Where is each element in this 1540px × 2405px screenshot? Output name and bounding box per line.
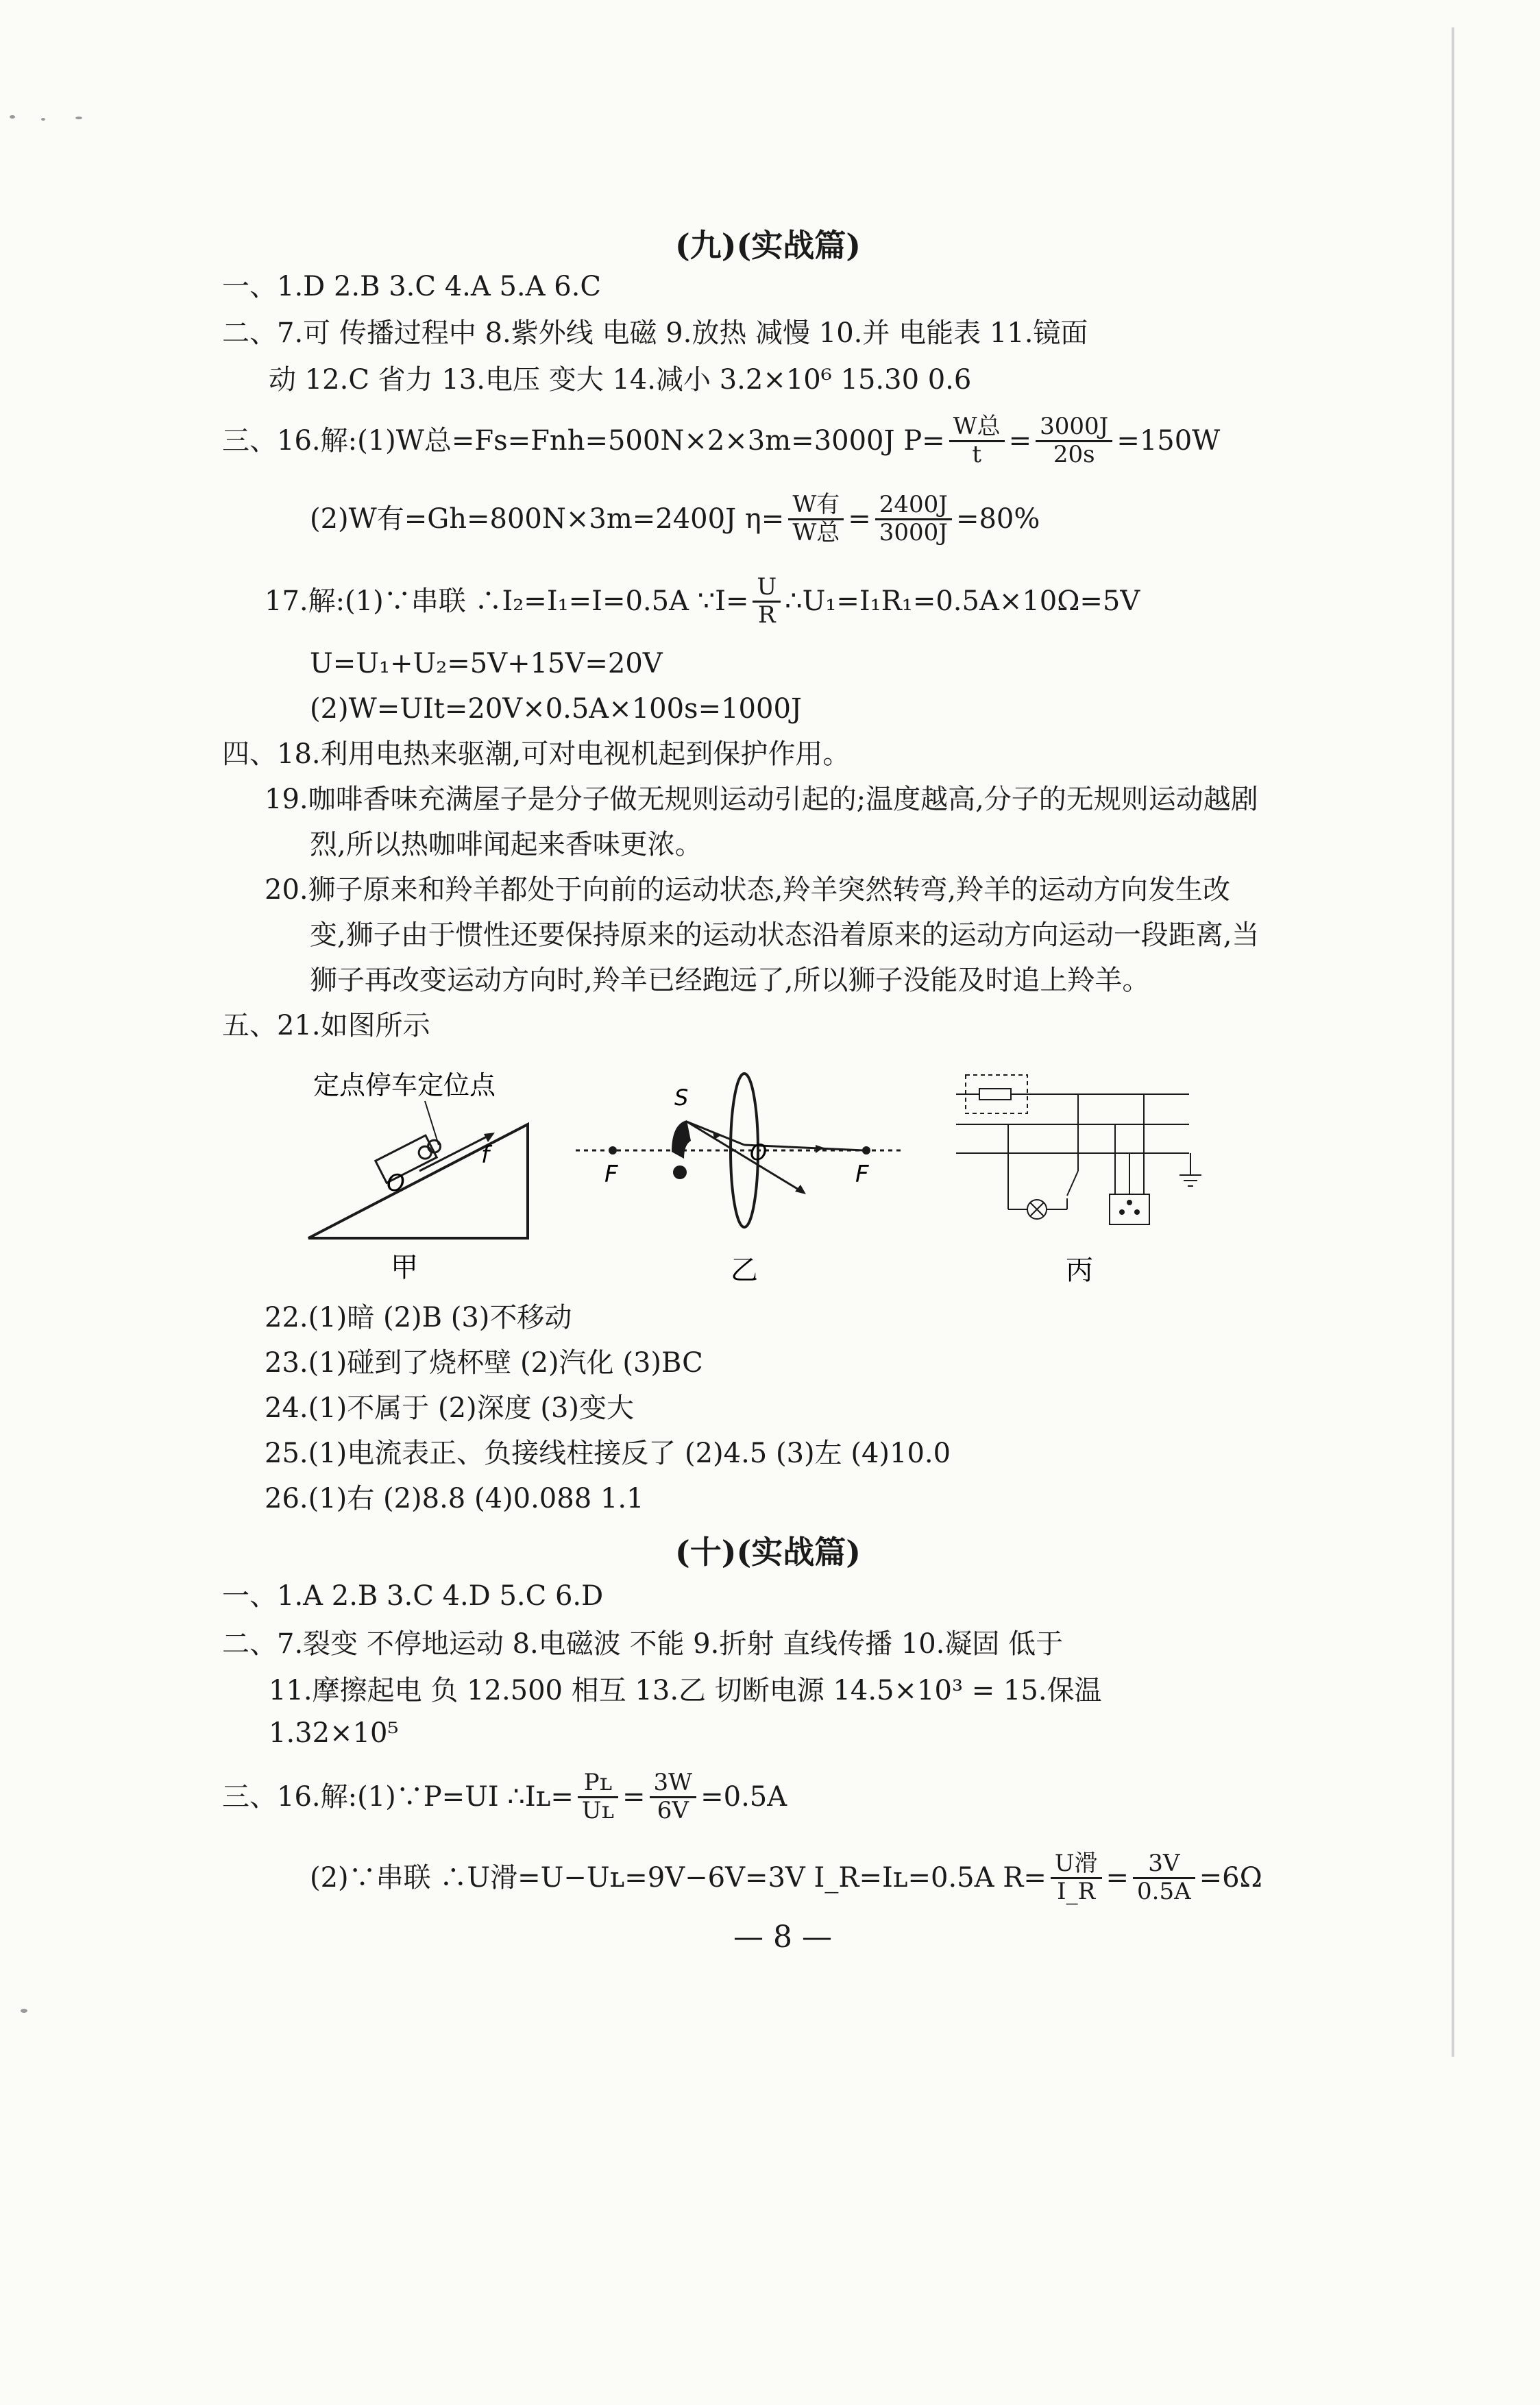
fraction <box>1036 414 1112 468</box>
socket-hole <box>1134 1209 1140 1215</box>
text: 17.解:(1)∵串联 ∴I₂=I₁=I=0.5A ∵I= <box>265 585 749 617</box>
scan-speck <box>41 118 45 121</box>
s10-q16-line2 <box>310 1840 1262 1915</box>
focus-right-label: F <box>855 1161 869 1188</box>
fraction <box>788 492 844 546</box>
s9-part2-line2: 动 12.C 省力 13.电压 变大 14.减小 3.2×10⁶ 15.30 0.6 <box>269 364 972 396</box>
text: = <box>1008 425 1032 457</box>
text: (2)∵串联 ∴U滑=U−Uʟ=9V−6V=3V I_R=Iʟ=0.5A R= <box>310 1862 1047 1894</box>
denominator: W总 <box>792 518 840 546</box>
focus-left-label: F <box>604 1161 618 1188</box>
force-label: f <box>481 1141 489 1169</box>
socket <box>1110 1194 1149 1224</box>
s10-part2-line2: 11.摩擦起电 负 12.500 相互 13.乙 切断电源 14.5×10³ = 15.保温 <box>269 1675 1102 1706</box>
numerator: W总 <box>949 414 1005 442</box>
text: ∴U₁=I₁R₁=0.5A×10Ω=5V <box>785 585 1140 617</box>
jia-label: 定点停车定位点 <box>313 1070 496 1100</box>
figure-yi <box>569 1069 912 1282</box>
figure-jia <box>302 1063 562 1282</box>
numerator: 3V <box>1133 1851 1195 1878</box>
fraction <box>1133 1851 1195 1905</box>
ray-2 <box>687 1122 802 1192</box>
s9-q20-line2: 变,狮子由于惯性还要保持原来的运动状态沿着原来的运动方向运动一段距离,当 <box>310 919 1260 951</box>
s9-q17-line2: U=U₁+U₂=5V+15V=20V <box>310 648 663 679</box>
scan-speck <box>10 115 15 119</box>
page-edge-line <box>1452 27 1454 2057</box>
text: 三、16.解:(1)∵P=UI ∴Iʟ= <box>222 1781 574 1813</box>
text: = <box>848 503 871 535</box>
denominator: 3000J <box>879 518 948 546</box>
numerator: U滑 <box>1051 1851 1102 1878</box>
s10-part2-line3: 1.32×10⁵ <box>269 1717 399 1749</box>
s9-q24: 24.(1)不属于 (2)深度 (3)变大 <box>265 1392 635 1424</box>
numerator: W有 <box>788 492 844 520</box>
candle-flame <box>672 1120 691 1159</box>
denominator: 20s <box>1053 440 1095 468</box>
s10-part2-line1: 二、7.裂变 不停地运动 8.电磁波 不能 9.折射 直线传播 10.凝固 低于 <box>222 1628 1064 1660</box>
s9-q20-line1: 20.狮子原来和羚羊都处于向前的运动状态,羚羊突然转弯,羚羊的运动方向发生改 <box>265 874 1231 906</box>
text: = <box>1105 1862 1129 1894</box>
s9-part2-line1: 二、7.可 传播过程中 8.紫外线 电磁 9.放热 减慢 10.并 电能表 11.镜面 <box>222 317 1088 349</box>
s9-q19-line2: 烈,所以热咖啡闻起来香味更浓。 <box>310 829 702 860</box>
fraction <box>1051 1851 1102 1905</box>
denominator: I_R <box>1057 1877 1096 1905</box>
section-9-title: (九)(实战篇) <box>675 227 861 264</box>
text: =80% <box>955 503 1040 535</box>
denominator: Uʟ <box>581 1796 615 1824</box>
text: =150W <box>1116 425 1221 457</box>
denominator: 0.5A <box>1137 1877 1191 1905</box>
yi-caption: 乙 <box>731 1255 758 1282</box>
denominator: t <box>972 440 981 468</box>
fuse <box>979 1089 1011 1100</box>
arrowhead <box>795 1185 806 1194</box>
figure-bing <box>956 1068 1217 1282</box>
numerator: 3W <box>650 1770 697 1798</box>
text: = <box>622 1781 646 1813</box>
s9-part1: 一、1.D 2.B 3.C 4.A 5.A 6.C <box>222 271 602 302</box>
text: =6Ω <box>1199 1862 1262 1894</box>
lens-center-label: O <box>750 1139 768 1165</box>
switch <box>1067 1171 1078 1196</box>
s10-part1: 一、1.A 2.B 3.C 4.D 5.C 6.D <box>222 1580 604 1612</box>
s10-q16-line1 <box>222 1759 787 1835</box>
section-10-title: (十)(实战篇) <box>675 1534 861 1571</box>
text: 三、16.解:(1)W总=Fs=Fnh=500N×2×3m=3000J P= <box>222 425 945 457</box>
s9-q18: 四、18.利用电热来驱潮,可对电视机起到保护作用。 <box>222 738 851 770</box>
socket-hole <box>1127 1200 1132 1205</box>
fraction <box>949 414 1005 468</box>
numerator: U <box>753 575 781 602</box>
arrowhead <box>713 1131 721 1139</box>
scan-speck <box>21 2009 27 2013</box>
numerator: 3000J <box>1036 414 1112 442</box>
s9-q17-line3: (2)W=UIt=20V×0.5A×100s=1000J <box>310 693 802 725</box>
s9-q20-line3: 狮子再改变运动方向时,羚羊已经跑远了,所以狮子没能及时追上羚羊。 <box>310 965 1150 996</box>
focal-point-left <box>609 1146 617 1155</box>
s9-q22: 22.(1)暗 (2)B (3)不移动 <box>265 1302 572 1333</box>
scan-speck <box>75 117 82 119</box>
text: (2)W有=Gh=800N×3m=2400J η= <box>310 503 785 535</box>
car <box>376 1131 445 1183</box>
numerator: 2400J <box>875 492 952 520</box>
s9-q25: 25.(1)电流表正、负接线柱接反了 (2)4.5 (3)左 (4)10.0 <box>265 1438 951 1469</box>
denominator: 6V <box>657 1796 689 1824</box>
s9-q16-line1 <box>222 403 1220 479</box>
s9-q17-line1 <box>265 564 1140 639</box>
fraction <box>753 575 781 628</box>
fraction <box>875 492 952 546</box>
jia-caption: 甲 <box>391 1252 418 1282</box>
fraction <box>578 1770 618 1824</box>
s9-q21: 五、21.如图所示 <box>222 1010 430 1041</box>
bing-caption: 丙 <box>1066 1255 1093 1282</box>
fraction <box>650 1770 697 1824</box>
car-center-o: O <box>387 1170 405 1197</box>
s9-q19-line1: 19.咖啡香味充满屋子是分子做无规则运动引起的;温度越高,分子的无规则运动越剧 <box>265 784 1258 815</box>
numerator: Pʟ <box>578 1770 618 1798</box>
incline <box>308 1124 528 1238</box>
source-s-label: S <box>674 1085 689 1111</box>
denominator: R <box>757 601 776 629</box>
candle-base <box>673 1165 687 1179</box>
s9-q23: 23.(1)碰到了烧杯壁 (2)汽化 (3)BC <box>265 1347 703 1379</box>
s9-q16-line2 <box>310 481 1040 557</box>
text: =0.5A <box>700 1781 787 1813</box>
page-number: — 8 — <box>733 1920 832 1955</box>
socket-hole <box>1119 1209 1125 1215</box>
s9-q26: 26.(1)右 (2)8.8 (4)0.088 1.1 <box>265 1483 644 1514</box>
